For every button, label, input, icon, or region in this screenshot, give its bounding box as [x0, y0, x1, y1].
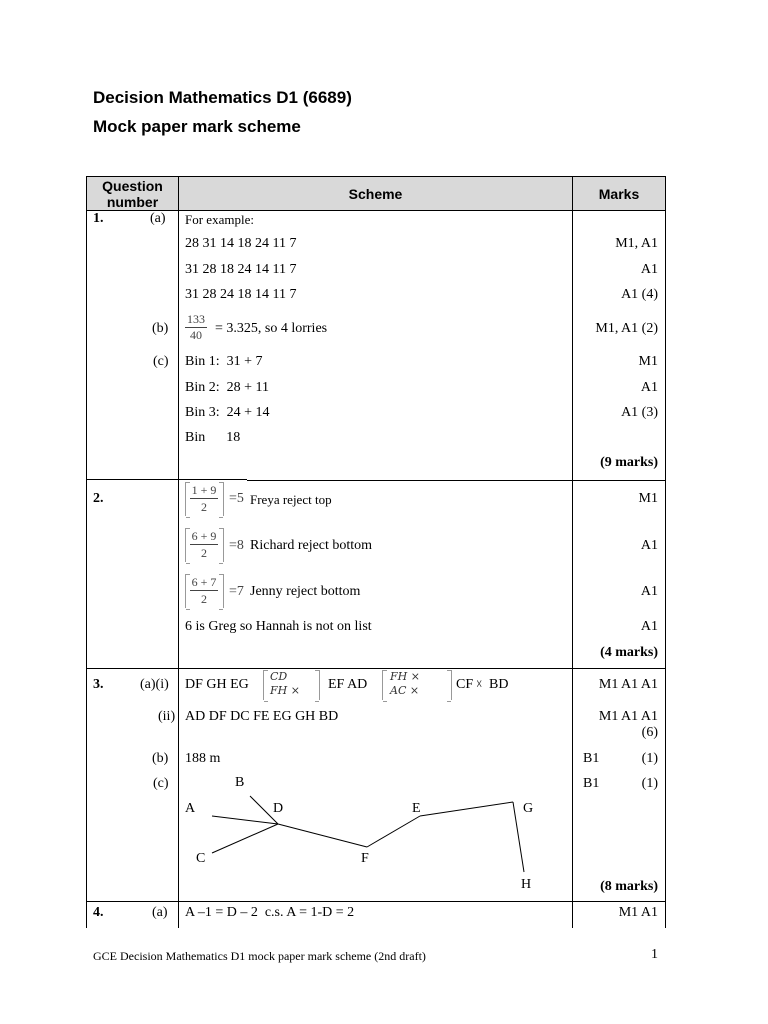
q1a-mark-1: M1, A1: [615, 236, 658, 251]
q2-row1-mark: M1: [638, 491, 658, 506]
q1a-line-2: 31 28 18 24 14 11 7: [185, 262, 297, 277]
q3b-label: (b): [152, 751, 169, 766]
q3ai-label: (a)(i): [140, 677, 169, 692]
edge-AD: [212, 816, 278, 824]
q3ai-pair-2-top: FH ×: [390, 670, 420, 683]
q4a-label: (a): [152, 905, 168, 920]
table-header-divider: [86, 210, 666, 211]
row-divider-q3: [86, 901, 666, 902]
node-label-H: H: [521, 877, 532, 892]
node-label-A: A: [185, 801, 196, 816]
page-number: 1: [651, 947, 658, 962]
q1a-intro: For example:: [185, 212, 254, 227]
q1a-label: (a): [150, 211, 166, 226]
q1c-line-1: Bin 1: 31 + 7: [185, 354, 263, 369]
table-border-left: [86, 176, 87, 928]
q3ai-start: DF GH EG: [185, 677, 249, 692]
q2-row3-numerator: 6 + 7: [191, 575, 217, 589]
q1c-line-4: Bin 18: [185, 430, 241, 445]
q3c-mark-b: (1): [641, 776, 658, 791]
q4a-mark: M1 A1: [618, 905, 658, 920]
q2-row1-text: Freya reject top: [250, 492, 332, 507]
q1c-mark-2: A1: [640, 380, 658, 395]
q3ai-mid: EF AD: [328, 677, 368, 692]
q1b-numerator: 133: [187, 312, 205, 326]
q3ai-mark: M1 A1 A1: [598, 677, 658, 692]
q2-last-line: 6 is Greg so Hannah is not on list: [185, 619, 372, 634]
q1c-mark-3: A1 (3): [621, 405, 658, 420]
q3aii-mark-total: (6): [641, 725, 658, 740]
q2-row3-eq: =7: [229, 584, 244, 599]
q3b-text: 188 m: [185, 751, 221, 766]
q1b-mark: M1, A1 (2): [595, 321, 658, 336]
node-label-B: B: [235, 775, 245, 790]
q2-number: 2.: [93, 491, 104, 506]
q2-last-mark: A1: [640, 619, 658, 634]
q2-row1-eq: =5: [229, 491, 244, 506]
q3aii-mark: M1 A1 A1: [598, 709, 658, 724]
edge-DC: [212, 824, 278, 853]
q2-row2-mark: A1: [640, 538, 658, 553]
edge-FE: [367, 816, 420, 847]
document-subtitle: Mock paper mark scheme: [93, 117, 301, 136]
header-marks: Marks: [573, 177, 665, 210]
q3ai-pair-2: [390, 670, 420, 698]
q2-row3-denominator: 2: [201, 592, 207, 606]
q2-row1-fraction: [189, 482, 219, 516]
q2-row2-fraction: [189, 528, 219, 562]
q2-row3-text: Jenny reject bottom: [250, 584, 361, 599]
q2-total: (4 marks): [600, 645, 658, 660]
q1c-mark-1: M1: [638, 354, 658, 369]
q3ai-pair-1: [270, 670, 300, 698]
document-title: Decision Mathematics D1 (6689): [93, 88, 352, 107]
row-divider-q2: [86, 668, 666, 669]
q1c-line-3: Bin 3: 24 + 14: [185, 405, 270, 420]
node-label-F: F: [361, 851, 369, 866]
q3c-label: (c): [153, 776, 169, 791]
row-divider-q1: [86, 479, 247, 480]
q1c-label: (c): [153, 354, 169, 369]
q3ai-pair-1-bottom: FH ×: [270, 684, 300, 697]
q3-total: (8 marks): [600, 879, 658, 894]
q3b-mark-a: B1: [583, 751, 600, 766]
q1b-fraction: [185, 312, 207, 343]
q3ai-end: CF: [456, 677, 474, 692]
table-border-top: [86, 176, 666, 177]
node-label-E: E: [412, 801, 421, 816]
q1a-mark-3: A1 (4): [621, 287, 658, 302]
table-col-divider-2: [572, 176, 573, 928]
q3ai-pair-2-bottom: AC ×: [390, 684, 420, 697]
page-footer: GCE Decision Mathematics D1 mock paper mark scheme (2nd draft): [93, 949, 426, 963]
q4a-text: A –1 = D – 2 c.s. A = 1-D = 2: [185, 905, 355, 920]
q2-row2-text: Richard reject bottom: [250, 538, 373, 553]
q1a-line-1: 28 31 14 18 24 11 7: [185, 236, 297, 251]
table-border-right: [665, 176, 666, 928]
q1b-text: = 3.325, so 4 lorries: [215, 321, 328, 336]
q3ai-cross-icon: ☓: [476, 677, 483, 691]
q1b-label: (b): [152, 321, 169, 336]
q1-number: 1.: [93, 211, 104, 226]
q2-row2-numerator: 6 + 9: [191, 529, 217, 543]
node-label-D: D: [273, 801, 284, 816]
q1b-denominator: 40: [190, 328, 202, 342]
q2-row1-numerator: 1 + 9: [191, 483, 217, 497]
q3aii-label: (ii): [158, 709, 176, 724]
header-question: Question number: [87, 177, 178, 210]
q1a-line-3: 31 28 24 18 14 11 7: [185, 287, 297, 302]
q1c-line-2: Bin 2: 28 + 11: [185, 380, 269, 395]
node-label-C: C: [196, 851, 206, 866]
edge-DF: [278, 824, 367, 847]
q2-row2-denominator: 2: [201, 546, 207, 560]
q2-row2-eq: =8: [229, 538, 244, 553]
q2-row3-fraction: [189, 574, 219, 608]
header-scheme: Scheme: [179, 177, 572, 210]
q2-row1-denominator: 2: [201, 500, 207, 514]
row-divider-q1b: [247, 480, 666, 481]
q3-number: 3.: [93, 677, 104, 692]
q3aii-text: AD DF DC FE EG GH BD: [185, 709, 339, 724]
q3b-mark-b: (1): [641, 751, 658, 766]
q3ai-end2: BD: [489, 677, 509, 692]
edge-EG: [420, 802, 513, 816]
q2-row3-mark: A1: [640, 584, 658, 599]
q1-total: (9 marks): [600, 455, 658, 470]
q3c-mark-a: B1: [583, 776, 600, 791]
q4-number: 4.: [93, 905, 104, 920]
q3ai-pair-1-top: CD: [270, 670, 288, 683]
node-label-G: G: [523, 801, 534, 816]
q1a-mark-2: A1: [640, 262, 658, 277]
